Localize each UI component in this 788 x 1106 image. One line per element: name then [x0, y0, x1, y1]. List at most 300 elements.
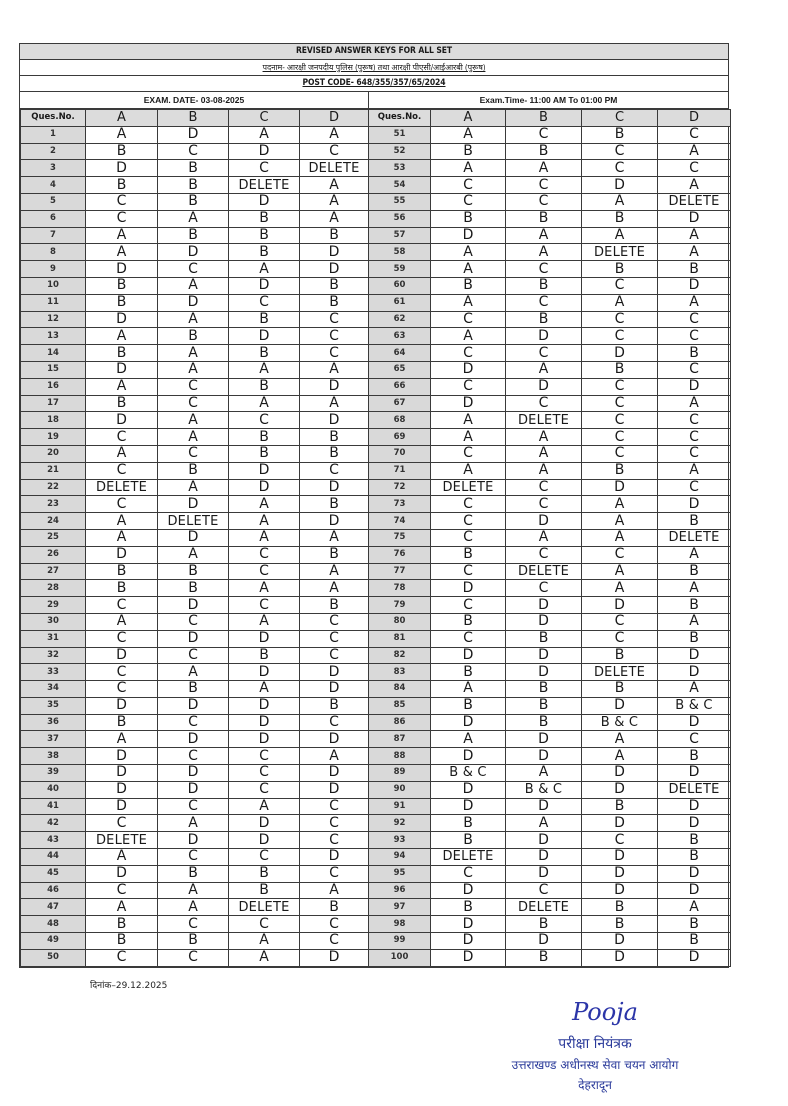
answer-cell-set-a: D — [431, 361, 506, 378]
answer-cell-set-b: C — [158, 445, 229, 462]
answer-cell-set-c: A — [582, 748, 658, 765]
column-header-set-d: D — [300, 110, 369, 127]
answer-cell-set-d: D — [300, 513, 369, 530]
answer-cell-set-d: D — [300, 949, 369, 966]
answer-cell-set-a: D — [431, 781, 506, 798]
answer-cell-set-c: B — [582, 261, 658, 278]
sheet-title: REVISED ANSWER KEYS FOR ALL SET — [20, 44, 728, 60]
answer-cell-set-c: C — [229, 781, 300, 798]
answer-cell-set-d: DELETE — [658, 529, 731, 546]
answer-cell-set-d: D — [658, 647, 731, 664]
answer-cell-set-c: B — [229, 210, 300, 227]
answer-cell-set-c: D — [582, 815, 658, 832]
answer-cell-set-a: D — [86, 546, 158, 563]
question-number: 92 — [369, 815, 431, 832]
answer-cell-set-a: A — [431, 731, 506, 748]
answer-cell-set-d: B — [300, 496, 369, 513]
table-row — [21, 328, 731, 345]
answer-cell-set-c: D — [229, 277, 300, 294]
answer-cell-set-b: D — [506, 664, 582, 681]
answer-cell-set-a: A — [431, 244, 506, 261]
answer-cell-set-a: A — [431, 429, 506, 446]
answer-cell-set-d: A — [658, 395, 731, 412]
answer-cell-set-a: B — [431, 697, 506, 714]
answer-cell-set-b: D — [158, 244, 229, 261]
question-number: 57 — [369, 227, 431, 244]
answer-cell-set-d: A — [300, 882, 369, 899]
answer-cell-set-d: C — [658, 328, 731, 345]
question-number: 94 — [369, 849, 431, 866]
answer-cell-set-a: B — [86, 714, 158, 731]
answer-cell-set-a: A — [431, 126, 506, 143]
answer-cell-set-b: C — [158, 613, 229, 630]
answer-cell-set-b: B — [158, 177, 229, 194]
answer-cell-set-a: B — [86, 177, 158, 194]
answer-cell-set-a: A — [431, 261, 506, 278]
answer-cell-set-d: C — [658, 361, 731, 378]
answer-cell-set-c: C — [229, 412, 300, 429]
answer-cell-set-c: D — [582, 345, 658, 362]
answer-cell-set-d: C — [658, 445, 731, 462]
answer-cell-set-d: A — [658, 177, 731, 194]
question-number: 34 — [21, 681, 86, 698]
table-row — [21, 160, 731, 177]
answer-cell-set-c: B — [229, 345, 300, 362]
answer-cell-set-c: A — [229, 361, 300, 378]
answer-cell-set-a: B — [431, 815, 506, 832]
answer-cell-set-c: B — [582, 916, 658, 933]
answer-cell-set-d: A — [300, 748, 369, 765]
answer-cell-set-a: C — [431, 345, 506, 362]
question-number: 51 — [369, 126, 431, 143]
answer-cell-set-a: B — [86, 916, 158, 933]
answer-cell-set-d: D — [300, 261, 369, 278]
answer-cell-set-a: A — [86, 378, 158, 395]
answer-cell-set-b: D — [158, 781, 229, 798]
answer-cell-set-a: C — [431, 177, 506, 194]
answer-cell-set-d: C — [300, 865, 369, 882]
answer-cell-set-c: D — [229, 462, 300, 479]
answer-cell-set-c: A — [229, 580, 300, 597]
answer-cell-set-b: D — [506, 513, 582, 530]
answer-cell-set-b: D — [158, 597, 229, 614]
answer-cell-set-a: B — [431, 210, 506, 227]
answer-cell-set-a: B — [431, 613, 506, 630]
question-number: 36 — [21, 714, 86, 731]
answer-cell-set-a: B — [431, 832, 506, 849]
answer-cell-set-d: D — [300, 781, 369, 798]
answer-cell-set-b: A — [158, 546, 229, 563]
answer-cell-set-b: C — [506, 294, 582, 311]
table-row — [21, 496, 731, 513]
answer-cell-set-b: C — [506, 126, 582, 143]
answer-cell-set-c: C — [582, 143, 658, 160]
answer-cell-set-c: C — [582, 395, 658, 412]
table-row — [21, 563, 731, 580]
answer-cell-set-d: B — [658, 345, 731, 362]
answer-cell-set-a: C — [431, 865, 506, 882]
question-number: 16 — [21, 378, 86, 395]
question-number: 81 — [369, 630, 431, 647]
answer-cell-set-b: C — [506, 193, 582, 210]
answer-cell-set-d: D — [300, 849, 369, 866]
answer-cell-set-d: B — [658, 748, 731, 765]
answer-cell-set-b: B — [158, 580, 229, 597]
answer-cell-set-a: A — [86, 126, 158, 143]
answer-cell-set-a: B — [431, 143, 506, 160]
answer-cell-set-d: DELETE — [658, 193, 731, 210]
answer-cell-set-c: D — [229, 143, 300, 160]
answer-cell-set-b: D — [506, 849, 582, 866]
answer-cell-set-b: D — [506, 798, 582, 815]
table-row — [21, 731, 731, 748]
answer-cell-set-a: C — [86, 210, 158, 227]
table-row — [21, 143, 731, 160]
answer-cell-set-b: B — [506, 714, 582, 731]
table-row — [21, 697, 731, 714]
answer-cell-set-b: B & C — [506, 781, 582, 798]
table-row — [21, 126, 731, 143]
answer-cell-set-c: B — [229, 882, 300, 899]
answer-cell-set-b: A — [158, 882, 229, 899]
table-row — [21, 597, 731, 614]
question-number: 85 — [369, 697, 431, 714]
answer-cell-set-a: C — [86, 193, 158, 210]
answer-cell-set-c: D — [582, 697, 658, 714]
table-row — [21, 361, 731, 378]
question-number: 11 — [21, 294, 86, 311]
answer-cell-set-a: C — [86, 429, 158, 446]
answer-cell-set-b: D — [506, 748, 582, 765]
answer-cell-set-b: DELETE — [506, 899, 582, 916]
question-number: 25 — [21, 529, 86, 546]
question-number: 53 — [369, 160, 431, 177]
answer-cell-set-d: A — [658, 681, 731, 698]
answer-cell-set-c: A — [582, 496, 658, 513]
answer-cell-set-b: A — [158, 479, 229, 496]
answer-cell-set-d: B — [658, 916, 731, 933]
answer-cell-set-d: B — [300, 546, 369, 563]
answer-cell-set-a: DELETE — [431, 479, 506, 496]
answer-cell-set-d: B — [658, 933, 731, 950]
answer-cell-set-c: C — [582, 429, 658, 446]
question-number: 1 — [21, 126, 86, 143]
question-number: 70 — [369, 445, 431, 462]
table-row — [21, 664, 731, 681]
answer-cell-set-d: A — [658, 580, 731, 597]
answer-cell-set-a: A — [86, 513, 158, 530]
answer-cell-set-c: A — [229, 949, 300, 966]
answer-cell-set-a: A — [86, 529, 158, 546]
answer-cell-set-a: A — [86, 328, 158, 345]
answer-cell-set-a: D — [431, 748, 506, 765]
table-row — [21, 815, 731, 832]
answer-cell-set-d: A — [300, 361, 369, 378]
question-number: 8 — [21, 244, 86, 261]
answer-cell-set-d: C — [300, 613, 369, 630]
answer-cell-set-a: A — [431, 294, 506, 311]
table-row — [21, 765, 731, 782]
answer-cell-set-d: B — [658, 832, 731, 849]
answer-cell-set-b: B — [506, 949, 582, 966]
answer-cell-set-c: B — [229, 244, 300, 261]
answer-cell-set-c: B — [582, 798, 658, 815]
answer-cell-set-c: B — [229, 865, 300, 882]
answer-cell-set-c: B — [582, 899, 658, 916]
answer-cell-set-d: A — [658, 613, 731, 630]
answer-cell-set-a: DELETE — [431, 849, 506, 866]
question-number: 73 — [369, 496, 431, 513]
question-number: 29 — [21, 597, 86, 614]
answer-cell-set-b: D — [158, 630, 229, 647]
answer-cell-set-d: C — [658, 731, 731, 748]
answer-cell-set-d: B — [300, 697, 369, 714]
answer-cell-set-c: A — [229, 681, 300, 698]
answer-cell-set-a: C — [86, 664, 158, 681]
answer-cell-set-b: D — [158, 496, 229, 513]
answer-cell-set-d: A — [658, 143, 731, 160]
column-header-set-c: C — [582, 110, 658, 127]
answer-cell-set-d: C — [300, 311, 369, 328]
answer-cell-set-b: B — [158, 462, 229, 479]
answer-cell-set-c: B — [582, 681, 658, 698]
answer-cell-set-a: A — [431, 160, 506, 177]
answer-cell-set-a: A — [86, 731, 158, 748]
answer-cell-set-d: D — [658, 865, 731, 882]
answer-cell-set-c: C — [582, 378, 658, 395]
answer-cell-set-c: B — [582, 210, 658, 227]
answer-cell-set-c: B — [229, 311, 300, 328]
answer-cell-set-b: B — [506, 311, 582, 328]
answer-cell-set-a: D — [431, 949, 506, 966]
question-number: 54 — [369, 177, 431, 194]
answer-cell-set-b: B — [158, 193, 229, 210]
answer-cell-set-b: B — [158, 227, 229, 244]
answer-cell-set-b: A — [506, 227, 582, 244]
answer-cell-set-c: A — [229, 529, 300, 546]
designation: परीक्षा नियंत्रक — [558, 1036, 632, 1052]
answer-cell-set-c: D — [582, 865, 658, 882]
answer-cell-set-b: D — [506, 328, 582, 345]
answer-cell-set-d: C — [300, 933, 369, 950]
answer-cell-set-b: D — [158, 126, 229, 143]
question-number: 89 — [369, 765, 431, 782]
answer-cell-set-d: D — [658, 765, 731, 782]
answer-cell-set-d: D — [300, 731, 369, 748]
answer-cell-set-a: C — [86, 496, 158, 513]
answer-cell-set-b: C — [506, 395, 582, 412]
question-number: 24 — [21, 513, 86, 530]
table-row — [21, 714, 731, 731]
answer-cell-set-a: D — [431, 882, 506, 899]
answer-cell-set-b: C — [158, 849, 229, 866]
question-number: 95 — [369, 865, 431, 882]
table-row — [21, 580, 731, 597]
answer-cell-set-a: B — [86, 277, 158, 294]
table-row — [21, 647, 731, 664]
answer-cell-set-c: D — [229, 479, 300, 496]
table-row — [21, 882, 731, 899]
answer-cell-set-d: D — [300, 378, 369, 395]
question-number: 13 — [21, 328, 86, 345]
table-row — [21, 865, 731, 882]
question-number: 76 — [369, 546, 431, 563]
answer-cell-set-a: D — [86, 647, 158, 664]
answer-cell-set-a: C — [431, 597, 506, 614]
answer-cell-set-c: B — [582, 126, 658, 143]
question-number: 18 — [21, 412, 86, 429]
question-number: 14 — [21, 345, 86, 362]
answer-cell-set-c: B — [582, 361, 658, 378]
answer-cell-set-c: D — [229, 664, 300, 681]
answer-cell-set-a: A — [86, 899, 158, 916]
answer-cell-set-a: A — [431, 462, 506, 479]
answer-cell-set-b: A — [506, 815, 582, 832]
answer-cell-set-b: B — [506, 143, 582, 160]
answer-cell-set-d: C — [658, 126, 731, 143]
table-row — [21, 345, 731, 362]
answer-cell-set-b: DELETE — [506, 563, 582, 580]
answer-cell-set-a: B — [86, 345, 158, 362]
answer-cell-set-d: D — [658, 798, 731, 815]
answer-cell-set-d: B — [300, 445, 369, 462]
column-header-set-c: C — [229, 110, 300, 127]
answer-cell-set-a: D — [431, 395, 506, 412]
answer-cell-set-b: A — [506, 429, 582, 446]
table-row — [21, 378, 731, 395]
answer-cell-set-b: A — [158, 277, 229, 294]
question-number: 60 — [369, 277, 431, 294]
answer-cell-set-b: B — [158, 328, 229, 345]
answer-cell-set-d: A — [658, 462, 731, 479]
column-header-qno: Ques.No. — [369, 110, 431, 127]
question-number: 50 — [21, 949, 86, 966]
question-number: 12 — [21, 311, 86, 328]
answer-cell-set-d: D — [658, 496, 731, 513]
answer-cell-set-a: D — [86, 765, 158, 782]
answer-cell-set-a: D — [86, 311, 158, 328]
answer-cell-set-a: D — [431, 798, 506, 815]
table-row — [21, 613, 731, 630]
question-number: 37 — [21, 731, 86, 748]
answer-cell-set-d: C — [300, 143, 369, 160]
question-number: 52 — [369, 143, 431, 160]
table-row — [21, 630, 731, 647]
question-number: 77 — [369, 563, 431, 580]
answer-cell-set-c: D — [229, 193, 300, 210]
answer-cell-set-a: D — [86, 798, 158, 815]
answer-cell-set-a: C — [431, 311, 506, 328]
answer-cell-set-a: B — [86, 395, 158, 412]
question-number: 35 — [21, 697, 86, 714]
answer-cell-set-d: A — [658, 227, 731, 244]
answer-cell-set-b: DELETE — [506, 412, 582, 429]
answer-cell-set-b: D — [158, 697, 229, 714]
answer-cell-set-c: D — [229, 731, 300, 748]
question-number: 63 — [369, 328, 431, 345]
answer-cell-set-b: B — [506, 681, 582, 698]
answer-cell-set-a: A — [86, 244, 158, 261]
answer-cell-set-a: B — [86, 580, 158, 597]
answer-cell-set-a: D — [86, 781, 158, 798]
question-number: 66 — [369, 378, 431, 395]
answer-cell-set-b: A — [158, 664, 229, 681]
answer-cell-set-a: B — [431, 899, 506, 916]
answer-cell-set-b: A — [506, 765, 582, 782]
question-number: 26 — [21, 546, 86, 563]
answer-cell-set-c: C — [229, 748, 300, 765]
answer-cell-set-a: DELETE — [86, 479, 158, 496]
question-number: 4 — [21, 177, 86, 194]
question-number: 82 — [369, 647, 431, 664]
answer-cell-set-c: B & C — [582, 714, 658, 731]
answer-cell-set-b: A — [506, 445, 582, 462]
answer-cell-set-c: D — [582, 177, 658, 194]
answer-cell-set-b: A — [158, 815, 229, 832]
answer-cell-set-b: A — [158, 311, 229, 328]
answer-cell-set-b: D — [506, 613, 582, 630]
table-row — [21, 916, 731, 933]
answer-cell-set-a: B — [86, 933, 158, 950]
question-number: 65 — [369, 361, 431, 378]
answer-cell-set-d: D — [300, 681, 369, 698]
answer-cell-set-d: B & C — [658, 697, 731, 714]
answer-cell-set-d: D — [658, 949, 731, 966]
answer-cell-set-b: C — [158, 916, 229, 933]
answer-cell-set-a: D — [431, 714, 506, 731]
answer-cell-set-b: A — [506, 361, 582, 378]
answer-cell-set-c: B — [229, 429, 300, 446]
question-number: 19 — [21, 429, 86, 446]
question-number: 45 — [21, 865, 86, 882]
answer-cell-set-c: A — [229, 613, 300, 630]
answer-cell-set-d: A — [300, 210, 369, 227]
answer-cell-set-c: A — [582, 294, 658, 311]
answer-cell-set-d: B — [658, 849, 731, 866]
column-header-set-a: A — [86, 110, 158, 127]
answer-cell-set-a: A — [86, 849, 158, 866]
question-number: 22 — [21, 479, 86, 496]
table-row — [21, 798, 731, 815]
answer-cell-set-d: C — [658, 479, 731, 496]
answer-cell-set-d: A — [300, 193, 369, 210]
answer-cell-set-a: A — [431, 681, 506, 698]
answer-cell-set-d: D — [300, 479, 369, 496]
table-row — [21, 261, 731, 278]
question-number: 90 — [369, 781, 431, 798]
answer-cell-set-b: B — [158, 563, 229, 580]
answer-cell-set-c: A — [582, 513, 658, 530]
answer-cell-set-d: C — [300, 328, 369, 345]
answer-cell-set-c: C — [229, 597, 300, 614]
answer-cell-set-b: D — [506, 731, 582, 748]
question-number: 41 — [21, 798, 86, 815]
answer-cell-set-d: D — [300, 765, 369, 782]
answer-cell-set-c: B — [229, 445, 300, 462]
answer-cell-set-b: A — [506, 160, 582, 177]
answer-cell-set-d: D — [658, 210, 731, 227]
answer-cell-set-b: D — [506, 832, 582, 849]
answer-cell-set-a: C — [86, 681, 158, 698]
answer-cell-set-c: C — [582, 613, 658, 630]
answer-cell-set-c: DELETE — [582, 664, 658, 681]
table-row — [21, 748, 731, 765]
question-number: 49 — [21, 933, 86, 950]
answer-cell-set-b: B — [506, 277, 582, 294]
answer-cell-set-b: C — [506, 546, 582, 563]
answer-cell-set-c: A — [229, 261, 300, 278]
answer-cell-set-c: B — [229, 647, 300, 664]
